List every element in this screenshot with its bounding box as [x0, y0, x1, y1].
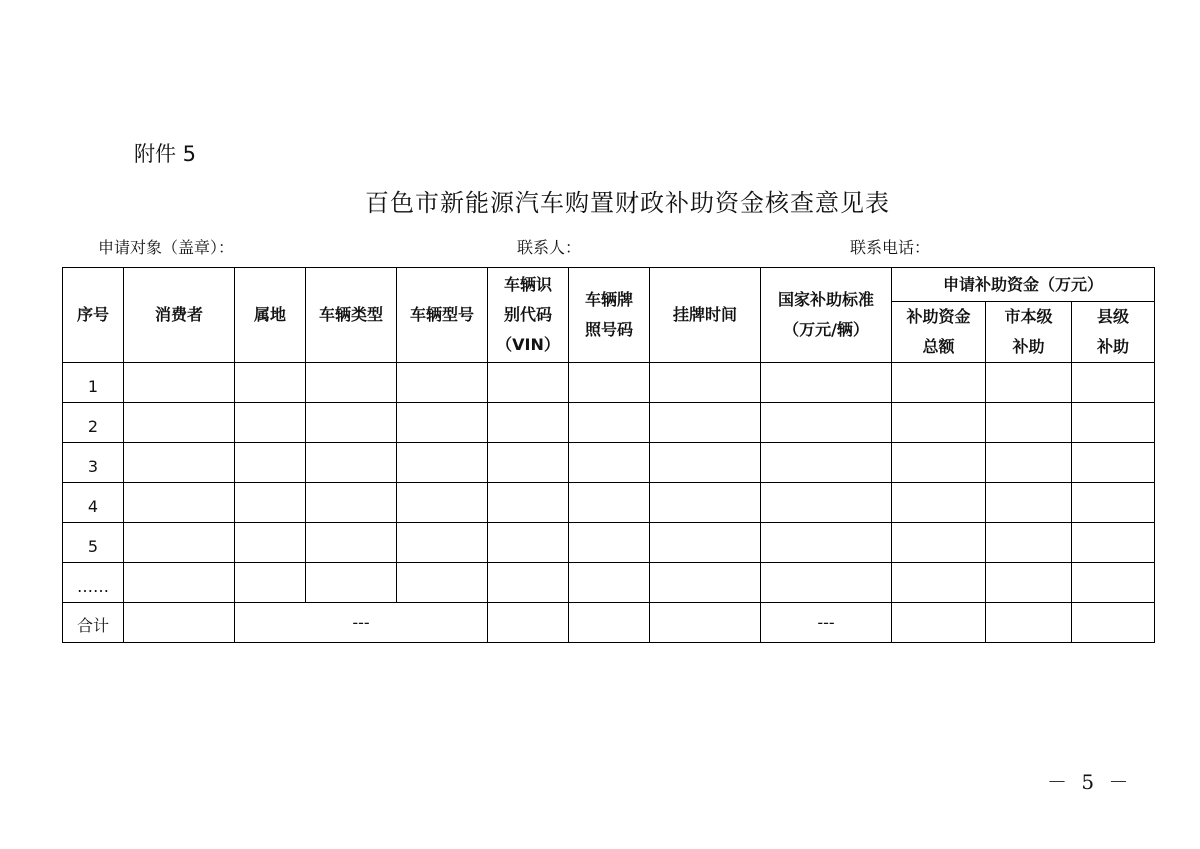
header-plate-line-2: 照号码 — [584, 320, 633, 339]
cell-national-standard[interactable] — [761, 483, 892, 523]
cell-plate-time[interactable] — [650, 523, 761, 563]
cell-locality[interactable] — [235, 403, 306, 443]
cell-consumer[interactable] — [124, 443, 235, 483]
cell-subsidy-total[interactable] — [892, 363, 986, 403]
cell-city-subsidy[interactable] — [986, 483, 1072, 523]
header-seq: 序号 — [63, 268, 124, 363]
cell-vehicle-category[interactable] — [306, 483, 397, 523]
table-row — [63, 563, 1155, 603]
cell-national-standard[interactable] — [761, 523, 892, 563]
cell-subsidy-total[interactable] — [892, 523, 986, 563]
header-city-line-2: 补助 — [1012, 337, 1045, 356]
cell-locality[interactable] — [235, 563, 306, 603]
cell-subsidy-total[interactable] — [892, 483, 986, 523]
cell-city-subsidy[interactable] — [986, 403, 1072, 443]
cell-locality[interactable] — [235, 483, 306, 523]
cell-subsidy-total[interactable] — [892, 443, 986, 483]
header-vehicle-category: 车辆类型 — [306, 268, 397, 363]
header-county-subsidy — [1072, 302, 1155, 363]
header-city-line-1: 市本级 — [1004, 307, 1053, 326]
header-row-1 — [63, 268, 1155, 302]
cell-consumer[interactable] — [124, 483, 235, 523]
row-seq: 4 — [63, 483, 124, 523]
cell-plate-time[interactable] — [650, 403, 761, 443]
cell-county-subsidy[interactable] — [1072, 523, 1155, 563]
cell-plate-number[interactable] — [569, 403, 650, 443]
cell-county-subsidy[interactable] — [1072, 363, 1155, 403]
cell-vehicle-model[interactable] — [397, 563, 488, 603]
page-number: － 5 － — [1047, 770, 1133, 794]
cell-plate-time[interactable] — [650, 483, 761, 523]
cell-locality[interactable] — [235, 443, 306, 483]
cell-plate-time-total[interactable] — [650, 603, 761, 643]
row-seq: 3 — [63, 443, 124, 483]
header-total-line-1: 补助资金 — [906, 307, 971, 326]
table-row — [63, 403, 1155, 443]
total-merged-dash-2: --- — [761, 603, 892, 643]
cell-county-subsidy-sum[interactable] — [1072, 603, 1155, 643]
header-vin-line-1: 车辆识 — [503, 275, 552, 294]
header-consumer: 消费者 — [124, 268, 235, 363]
total-label: 合计 — [63, 603, 124, 643]
cell-vehicle-category[interactable] — [306, 443, 397, 483]
cell-vehicle-model[interactable] — [397, 443, 488, 483]
cell-vin[interactable] — [488, 403, 569, 443]
cell-vehicle-model[interactable] — [397, 363, 488, 403]
header-locality: 属地 — [235, 268, 306, 363]
header-apply-subsidy-group: 申请补助资金（万元） — [892, 268, 1155, 302]
table-row — [63, 523, 1155, 563]
cell-national-standard[interactable] — [761, 443, 892, 483]
cell-vin-total[interactable] — [488, 603, 569, 643]
cell-subsidy-total[interactable] — [892, 563, 986, 603]
table-row — [63, 363, 1155, 403]
header-vin-line-3: （VIN） — [496, 335, 560, 354]
header-plate-line-1: 车辆牌 — [584, 290, 633, 309]
row-seq: 5 — [63, 523, 124, 563]
header-total-line-2: 总额 — [922, 337, 955, 356]
cell-consumer[interactable] — [124, 403, 235, 443]
header-plate-number — [569, 268, 650, 363]
cell-vin[interactable] — [488, 523, 569, 563]
header-national-line-1: 国家补助标准 — [777, 290, 874, 309]
cell-subsidy-total[interactable] — [892, 403, 986, 443]
cell-city-subsidy[interactable] — [986, 363, 1072, 403]
cell-plate-number[interactable] — [569, 563, 650, 603]
cell-city-subsidy-sum[interactable] — [986, 603, 1072, 643]
document-title: 百色市新能源汽车购置财政补助资金核查意见表 — [365, 189, 890, 217]
header-national-standard — [761, 268, 892, 363]
header-vin — [488, 268, 569, 363]
cell-consumer[interactable] — [124, 363, 235, 403]
cell-county-subsidy[interactable] — [1072, 443, 1155, 483]
cell-locality[interactable] — [235, 523, 306, 563]
cell-plate-number[interactable] — [569, 443, 650, 483]
cell-vin[interactable] — [488, 363, 569, 403]
cell-vehicle-category[interactable] — [306, 403, 397, 443]
cell-consumer[interactable] — [124, 523, 235, 563]
header-county-line-2: 补助 — [1096, 337, 1129, 356]
header-vin-line-2: 别代码 — [503, 305, 552, 324]
cell-plate-number[interactable] — [569, 483, 650, 523]
total-merged-dash-1: --- — [235, 603, 488, 643]
cell-vin[interactable] — [488, 483, 569, 523]
total-row — [63, 603, 1155, 643]
subsidy-verification-table — [62, 267, 1155, 643]
cell-vehicle-model[interactable] — [397, 403, 488, 443]
header-plate-time: 挂牌时间 — [650, 268, 761, 363]
cell-city-subsidy[interactable] — [986, 443, 1072, 483]
cell-plate-number[interactable] — [569, 523, 650, 563]
cell-consumer[interactable] — [124, 563, 235, 603]
row-seq: 1 — [63, 363, 124, 403]
applicant-field-label: 申请对象（盖章）： — [98, 238, 235, 257]
cell-plate-number-total[interactable] — [569, 603, 650, 643]
cell-vehicle-model[interactable] — [397, 523, 488, 563]
cell-consumer-total[interactable] — [124, 603, 235, 643]
cell-city-subsidy[interactable] — [986, 563, 1072, 603]
header-city-subsidy — [986, 302, 1072, 363]
cell-city-subsidy[interactable] — [986, 523, 1072, 563]
cell-county-subsidy[interactable] — [1072, 403, 1155, 443]
cell-national-standard[interactable] — [761, 403, 892, 443]
cell-subsidy-total-sum[interactable] — [892, 603, 986, 643]
cell-national-standard[interactable] — [761, 563, 892, 603]
cell-vehicle-model[interactable] — [397, 483, 488, 523]
cell-plate-time[interactable] — [650, 363, 761, 403]
attachment-label: 附件 5 — [134, 142, 197, 166]
cell-plate-number[interactable] — [569, 363, 650, 403]
header-national-line-2: （万元/辆） — [783, 320, 869, 339]
cell-plate-time[interactable] — [650, 563, 761, 603]
header-county-line-1: 县级 — [1096, 307, 1129, 326]
row-seq: 2 — [63, 403, 124, 443]
cell-vehicle-category[interactable] — [306, 363, 397, 403]
cell-locality[interactable] — [235, 363, 306, 403]
contact-person-field-label: 联系人： — [517, 238, 582, 257]
cell-county-subsidy[interactable] — [1072, 563, 1155, 603]
row-seq: …… — [63, 563, 124, 603]
table-row — [63, 443, 1155, 483]
cell-county-subsidy[interactable] — [1072, 483, 1155, 523]
cell-vin[interactable] — [488, 443, 569, 483]
cell-national-standard[interactable] — [761, 363, 892, 403]
header-subsidy-total — [892, 302, 986, 363]
cell-vin[interactable] — [488, 563, 569, 603]
table-row — [63, 483, 1155, 523]
cell-vehicle-category[interactable] — [306, 523, 397, 563]
contact-phone-field-label: 联系电话： — [850, 238, 931, 257]
header-vehicle-model: 车辆型号 — [397, 268, 488, 363]
cell-vehicle-category[interactable] — [306, 563, 397, 603]
cell-plate-time[interactable] — [650, 443, 761, 483]
